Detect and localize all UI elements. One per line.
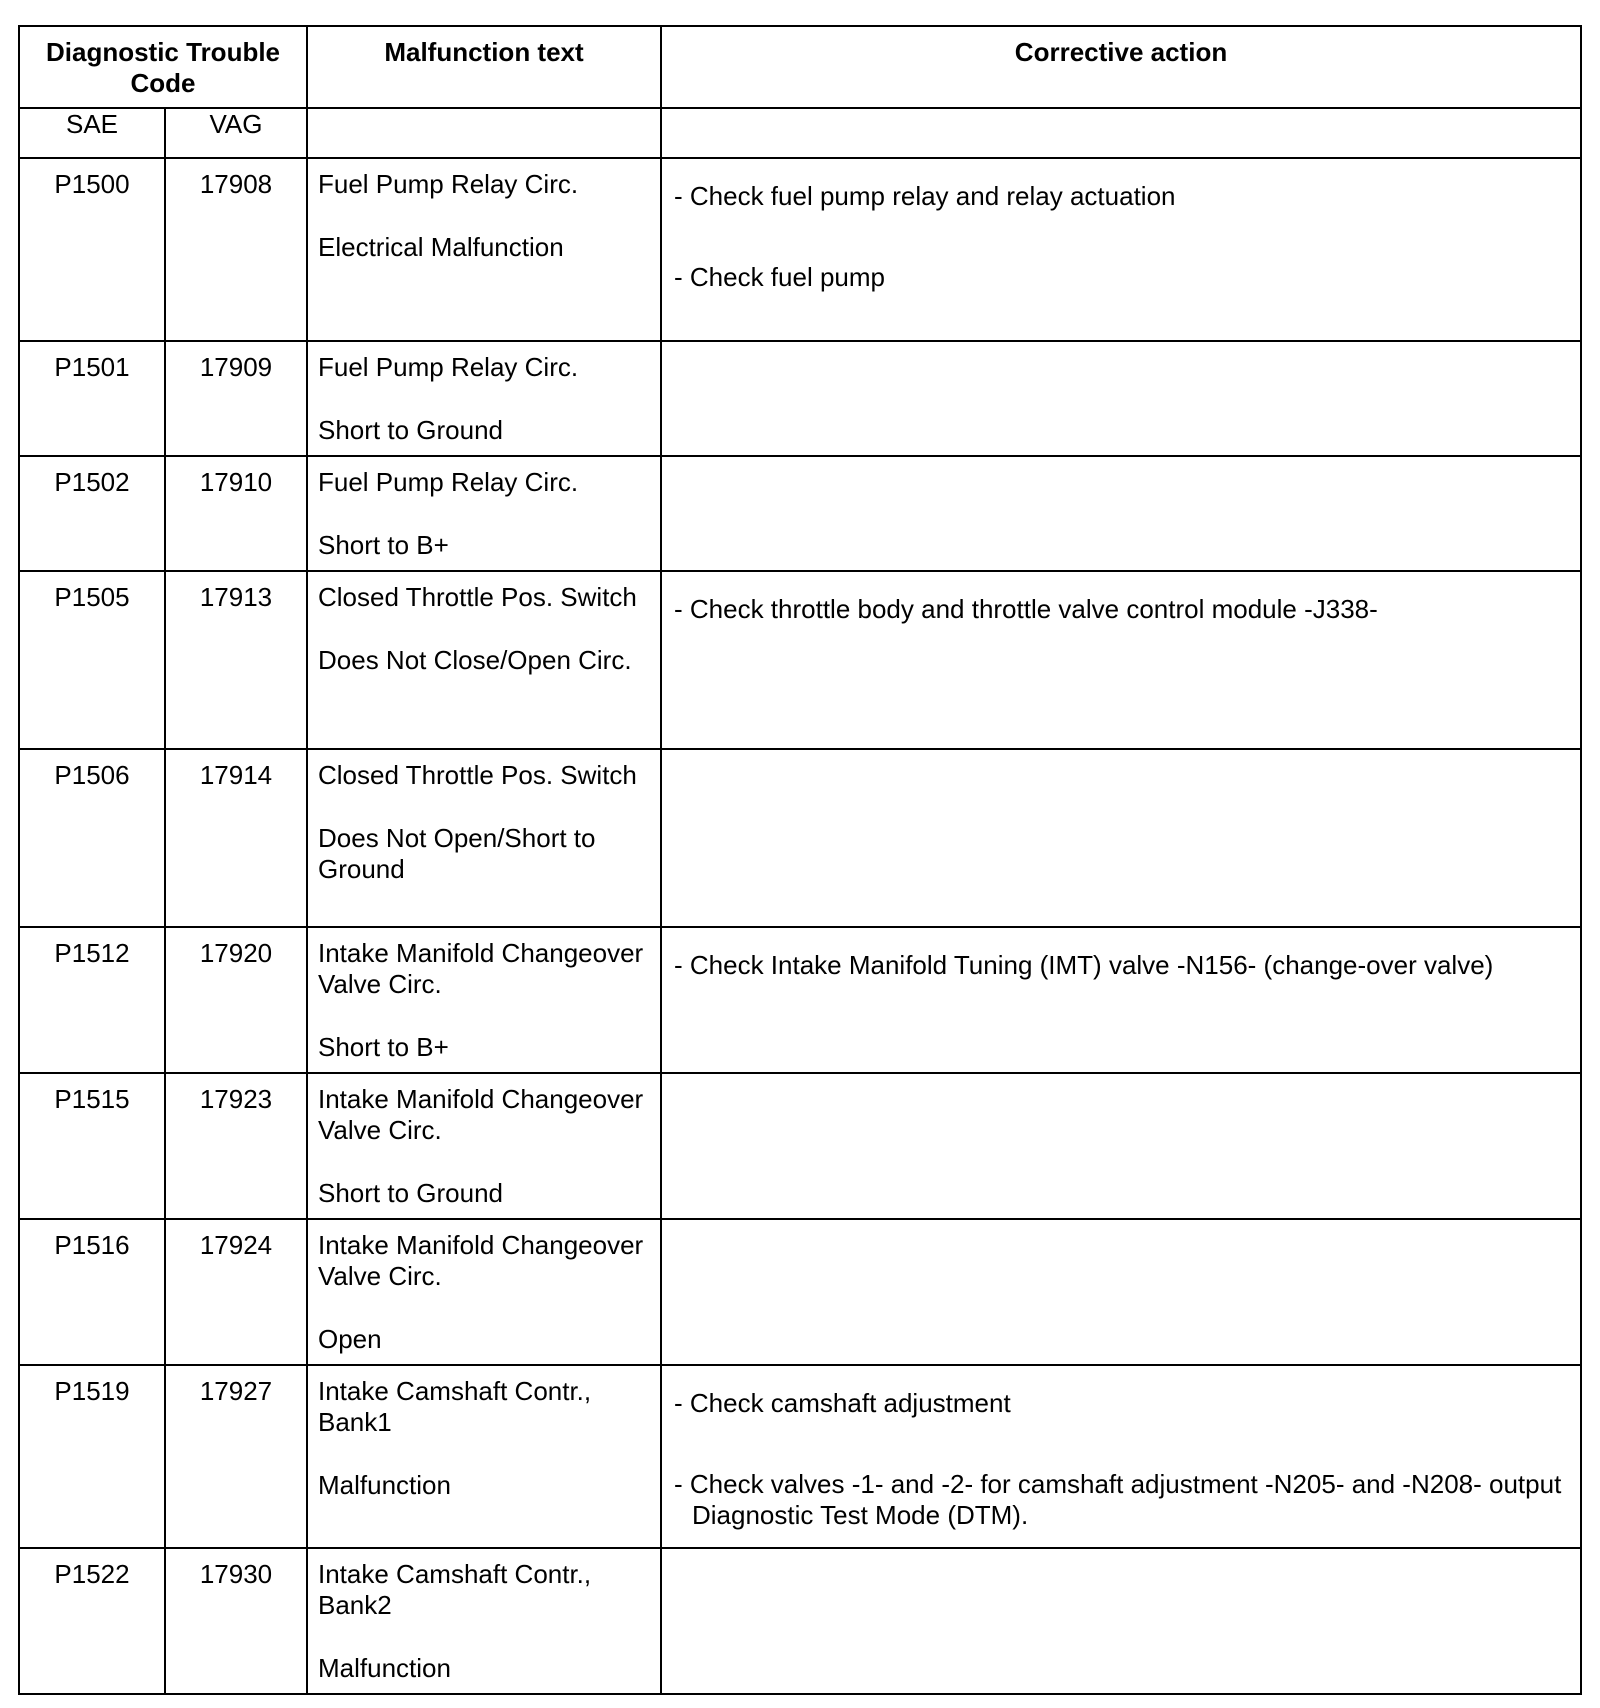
malfunction-line: Intake Manifold Changeover Valve Circ. (318, 1230, 644, 1291)
malfunction-line: Intake Manifold Changeover Valve Circ. (318, 1084, 644, 1145)
malfunction-text (307, 749, 661, 927)
malfunction-line: Short to B+ (318, 530, 449, 560)
corrective-action (661, 456, 1581, 571)
malfunction-line: Intake Camshaft Contr., Bank2 (318, 1559, 592, 1620)
malfunction-text (307, 341, 661, 456)
malfunction-line: Malfunction (318, 1470, 451, 1500)
sae-code: P1516 (19, 1219, 165, 1365)
malfunction-line: Fuel Pump Relay Circ. (318, 467, 579, 497)
table-row (19, 158, 1581, 341)
malfunction-line: Intake Camshaft Contr., Bank1 (318, 1376, 592, 1437)
table-row (19, 1365, 1581, 1548)
malfunction-line: Does Not Open/Short to Ground (318, 823, 596, 884)
corrective-action (661, 1073, 1581, 1219)
sae-code: P1500 (19, 158, 165, 341)
malfunction-line: Electrical Malfunction (318, 232, 564, 262)
sae-code: P1505 (19, 571, 165, 749)
action-item: - Check camshaft adjustment (674, 1388, 1011, 1418)
table-row (19, 749, 1581, 927)
sae-code: P1506 (19, 749, 165, 927)
malfunction-text (307, 456, 661, 571)
vag-code: 17909 (165, 341, 307, 456)
dtc-table (18, 25, 1582, 1695)
action-item: - Check Intake Manifold Tuning (IMT) valve -N156- (change-over valve) (674, 950, 1494, 980)
vag-code: 17924 (165, 1219, 307, 1365)
malfunction-text (307, 571, 661, 749)
action-item: - Check valves -1- and -2- for camshaft adjustment -N205- and -N208- output Diagnostic Test Mode (DTM). (674, 1469, 1562, 1530)
vag-code: 17910 (165, 456, 307, 571)
sae-code: P1522 (19, 1548, 165, 1694)
malfunction-text (307, 1073, 661, 1219)
header-empty-malfunction (307, 108, 661, 158)
table-row (19, 341, 1581, 456)
table-row (19, 571, 1581, 749)
vag-code: 17920 (165, 927, 307, 1073)
header-empty-corrective (661, 108, 1581, 158)
header-sae: SAE (19, 108, 165, 158)
corrective-action (661, 1365, 1581, 1548)
corrective-action (661, 341, 1581, 456)
malfunction-text (307, 927, 661, 1073)
malfunction-text (307, 158, 661, 341)
corrective-action (661, 1548, 1581, 1694)
malfunction-line: Open (318, 1324, 382, 1354)
malfunction-line: Short to Ground (318, 415, 503, 445)
malfunction-line: Fuel Pump Relay Circ. (318, 169, 579, 199)
table-header-row (19, 26, 1581, 108)
action-item: - Check fuel pump relay and relay actuation (674, 181, 1176, 211)
corrective-action (661, 158, 1581, 341)
action-item: - Check fuel pump (674, 262, 885, 292)
header-dtc: Diagnostic Trouble Code (19, 26, 307, 108)
vag-code: 17914 (165, 749, 307, 927)
header-corrective: Corrective action (661, 26, 1581, 108)
malfunction-line: Malfunction (318, 1653, 451, 1683)
action-item: - Check throttle body and throttle valve control module -J338- (674, 594, 1378, 624)
malfunction-line: Intake Manifold Changeover Valve Circ. (318, 938, 644, 999)
sae-code: P1512 (19, 927, 165, 1073)
vag-code: 17923 (165, 1073, 307, 1219)
malfunction-line: Closed Throttle Pos. Switch (318, 760, 637, 790)
header-vag: VAG (165, 108, 307, 158)
malfunction-text (307, 1219, 661, 1365)
malfunction-line: Closed Throttle Pos. Switch (318, 582, 637, 612)
corrective-action (661, 927, 1581, 1073)
corrective-action (661, 749, 1581, 927)
corrective-action (661, 1219, 1581, 1365)
sae-code: P1501 (19, 341, 165, 456)
vag-code: 17908 (165, 158, 307, 341)
sae-code: P1502 (19, 456, 165, 571)
table-row (19, 1073, 1581, 1219)
malfunction-line: Does Not Close/Open Circ. (318, 645, 632, 675)
vag-code: 17930 (165, 1548, 307, 1694)
corrective-action (661, 571, 1581, 749)
malfunction-text (307, 1548, 661, 1694)
sae-code: P1519 (19, 1365, 165, 1548)
malfunction-line: Fuel Pump Relay Circ. (318, 352, 579, 382)
vag-code: 17913 (165, 571, 307, 749)
sae-code: P1515 (19, 1073, 165, 1219)
table-row (19, 1548, 1581, 1694)
table-subheader-row (19, 108, 1581, 158)
header-malfunction: Malfunction text (307, 26, 661, 108)
vag-code: 17927 (165, 1365, 307, 1548)
table-row (19, 927, 1581, 1073)
malfunction-text (307, 1365, 661, 1548)
malfunction-line: Short to B+ (318, 1032, 449, 1062)
table-row (19, 1219, 1581, 1365)
malfunction-line: Short to Ground (318, 1178, 503, 1208)
table-row (19, 456, 1581, 571)
